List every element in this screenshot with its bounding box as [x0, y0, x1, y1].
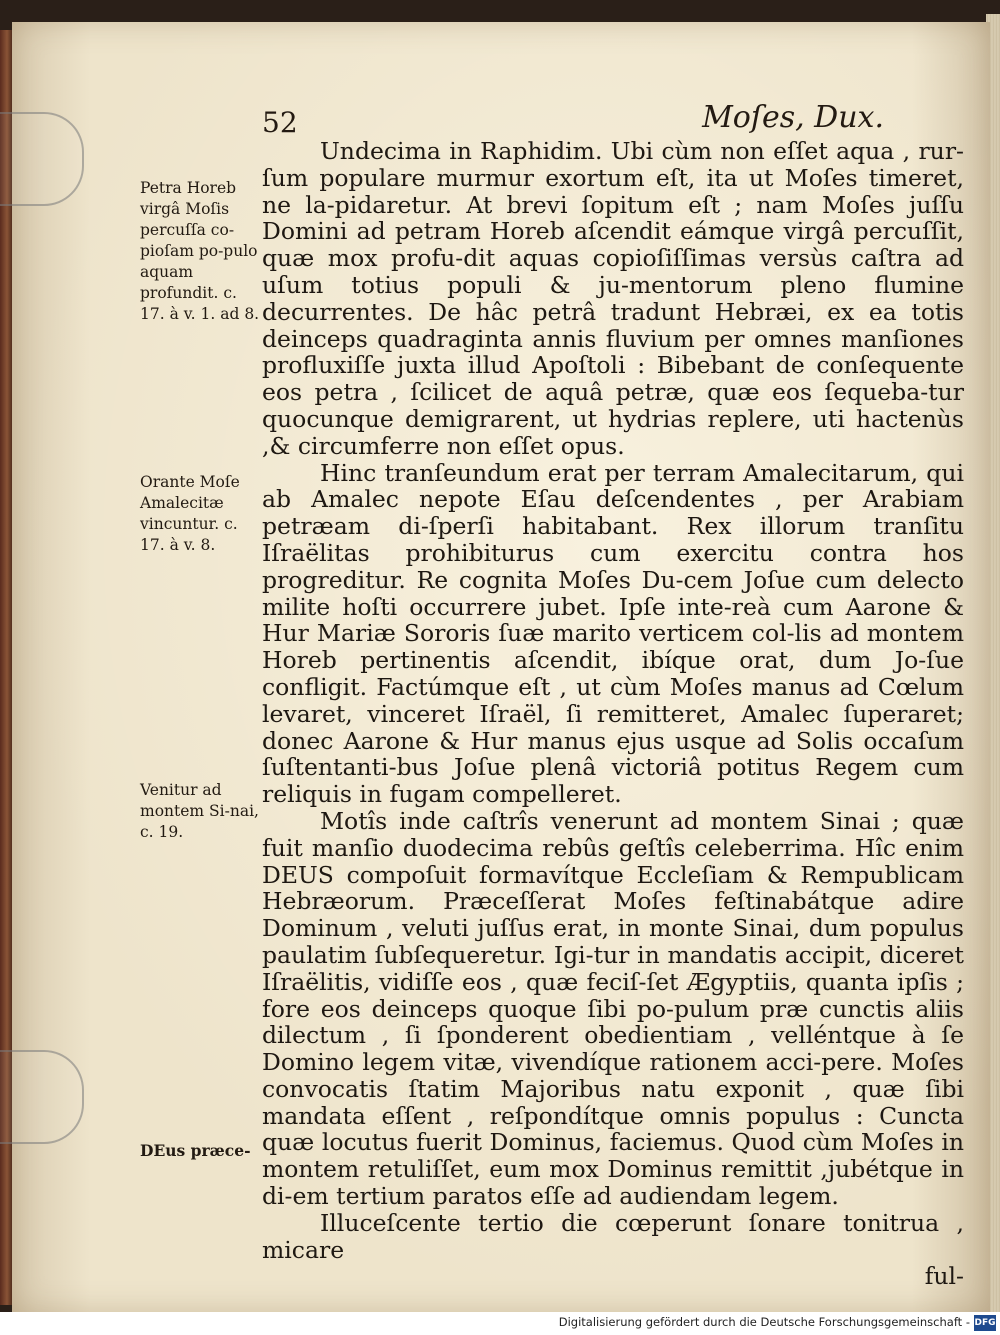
marginal-note: Orante Moſe Amalecitæ vincuntur. c. 17. à v. 8.: [140, 473, 240, 554]
marginal-note: DEus præce-: [140, 1141, 251, 1160]
marginal-note: Petra Horeb virgâ Moſis percuſſa co-pioſam po-pulo aquam profundit. c. 17. à v. 1. ad 8.: [140, 179, 260, 323]
marginal-note: Venitur ad montem Si-nai, c. 19.: [140, 781, 259, 841]
paragraph: Hinc tranſeundum erat per terram Amalecitarum, qui ab Amalec nepote Eſau deſcendentes , per Arabiam petræam di-ſperſi habitabant. Rex illorum tranſitu Iſraëlitas prohibiturus cum exercitu contra hos progreditur. Re cognita Moſes Du-cem Joſue cum delecto milite hoſti occurrere jubet. Ipſe inte-reà cum Aarone & Hur Mariæ Sororis ſuæ marito verticem col-lis ad montem Horeb pertinentis aſcendit, ibíque orat, dum Jo-ſue confligit. Factúmque eſt , ut cùm Moſes manus ad Cœlum levaret, vinceret Iſraël, ſi remitteret, Amalec ſuperaret; donec Aarone & Hur manus ejus usque ad Solis occaſum ſuſtentanti-bus Joſue plenâ victoriâ potitus Regem cum reliquis in fugam compelleret.: [262, 458, 964, 809]
running-head: [262, 100, 962, 140]
dfg-logo-icon: DFG: [974, 1315, 996, 1331]
main-text-block: [262, 138, 964, 1290]
paragraph: Undecima in Raphidim. Ubi cùm non eſſet aqua , rur-ſum populare murmur exortum eſt, ita ut Moſes timeret, ne la-pidaretur. At brevi ſopitum eſt ; nam Moſes juſſu Domini ad petram Horeb aſcendit eámque virgâ percuſſit, quæ mox profu-dit aquas copioſiſſimas versùs caſtra ad uſum totius populi & ju-mentorum pleno flumine decurrentes. De hâc petrâ tradunt Hebræi, ex ea totis deinceps quadraginta annis fluvium per omnes manſiones profluxiſſe juxta illud Apoſtoli : Bibebant de conſequente eos petra , ſcilicet de aquâ petræ, quæ eos ſequeba-tur quocunque demigrarent, ut hydrias replere, uti hactenùs ,& circumferre non eſſet opus.: [262, 137, 964, 460]
paragraph: Motîs inde caſtrîs venerunt ad montem Sinai ; quæ fuit manſio duodecima rebûs geſtîs celeberrima. Hîc enim DEUS compoſuit formavítque Eccleſiam & Rempublicam Hebræorum. Præceſſerat Moſes feſtinabátque adire Dominum , veluti juſſus erat, in monte Sinai, dum populus paulatim ſubſequeretur. Igi-tur in mandatis accipit, diceret Iſraëlitis, vidiſſe eos , quæ feciſ-ſet Ægyptiis, quanta ipſis ; fore eos deinceps quoque ſibi po-pulum præ cunctis aliis dilectum , ſi ſponderent obedientiam , velléntque à ſe Domino legem vitæ, vivendíque rationem acci-pere. Moſes convocatis ſtatim Majoribus natu exponit , quæ ſibi mandata eſſent , reſpondítque omnis populus : Cuncta quæ locutus fuerit Dominus, faciemus. Quod cùm Moſes in montem retuliſſet, eum mox Dominus remittit ,jubétque in di-em tertium paratos eſſe ad audiendam legem.: [262, 806, 964, 1211]
digitization-note: Digitalisierung gefördert durch die Deutsche Forschungsgemeinschaft -: [558, 1315, 970, 1329]
page-clip-top: [0, 112, 84, 206]
page-clip-bottom: [0, 1050, 84, 1144]
paragraph: Illuceſcente tertio die cœperunt ſonare tonitrua , micare: [262, 1208, 964, 1264]
digitization-footer: [0, 1312, 1000, 1335]
page-number: 52: [262, 106, 298, 139]
running-title: Moſes, Dux.: [702, 100, 884, 135]
catchword: ful-: [924, 1262, 964, 1291]
